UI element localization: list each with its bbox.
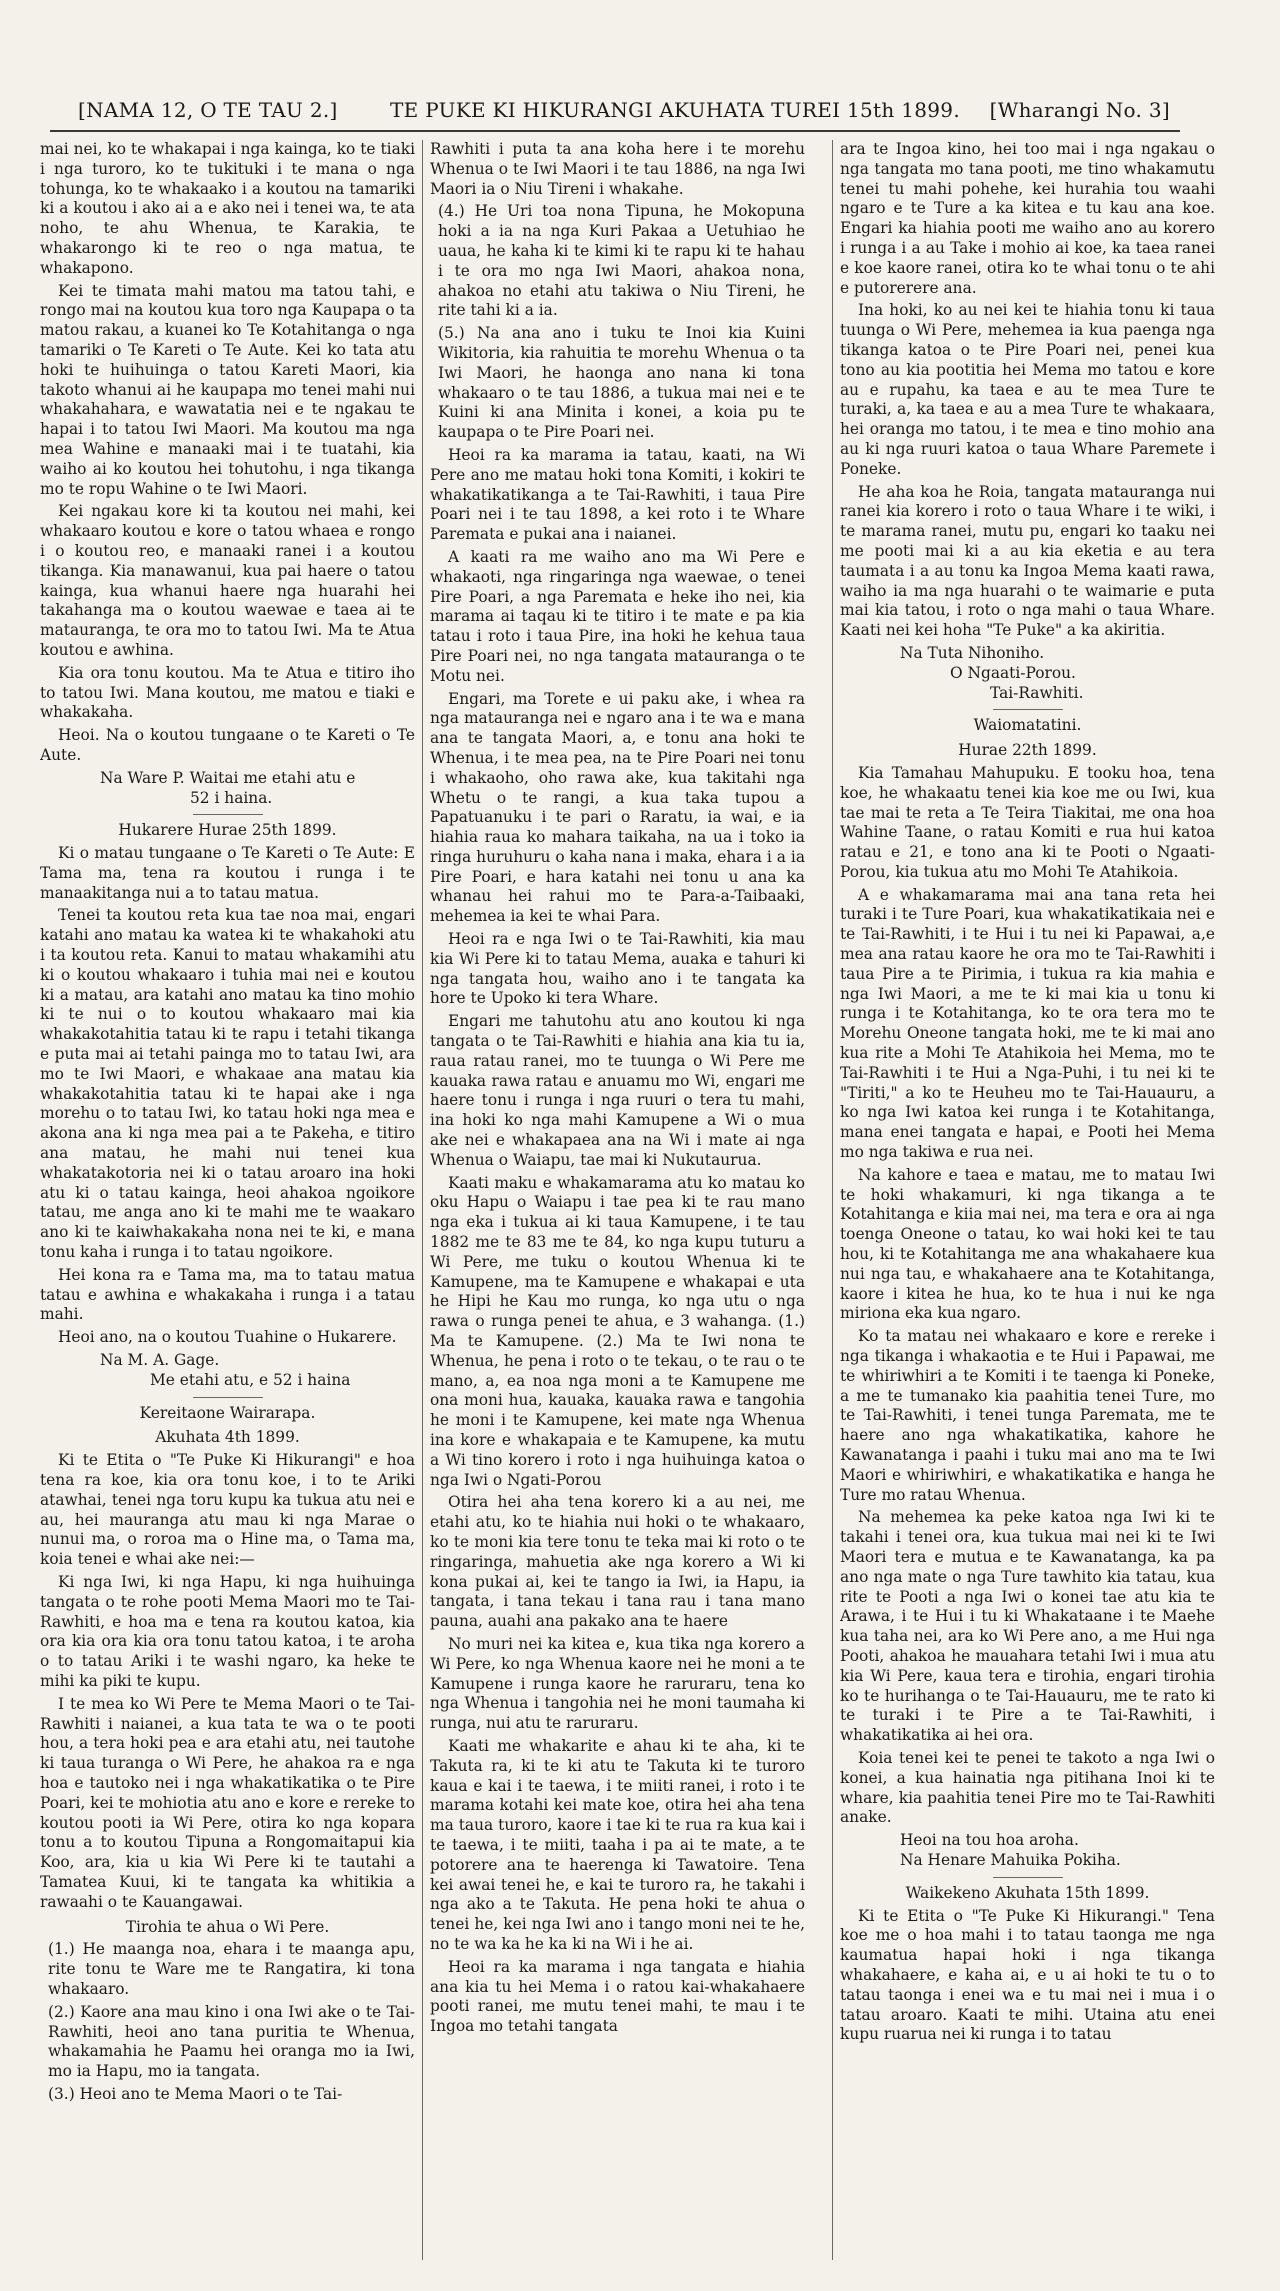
paragraph: Ko ta matau nei whakaaro e kore e rereke i nga tikanga i whakaotia e te Hui i Papawai, me te whiriwhiri a te Komiti i te taenga ki Poneke, a me te tumanako kia paahitia tenei Ture, mo te Tai-Rawhiti, i tenei tunga Paremata, me te haere ano nga whakatikatika, kahore he Kawanatanga i paahi i tuku mai ano ma te Iwi Maori e whiriwhiri, e whakatikatika e hanga he Ture mo ratau Whenua. <box>840 1327 1215 1504</box>
paragraph: Hei kona ra e Tama ma, ma to tatau matua tatau e awhina e whakakaha i runga i a tatau mahi. <box>40 1265 415 1324</box>
signature: Me etahi atu, e 52 i haina <box>150 1370 351 1389</box>
section-divider <box>193 1397 263 1398</box>
paragraph: A kaati ra me waiho ano ma Wi Pere e whakaoti, nga ringaringa nga waewae, o tenei Pire Poari, a nga Paremata e heke iho nei, kia marama ai taqau ki te titiro i te mate e pa kia tatau i roto i taua Pire, ina hoki he kehua taua Pire Poari nei, no nga tangata matauranga o te Motu nei. <box>430 547 805 685</box>
paragraph: ara te Ingoa kino, hei too mai i nga ngakau o nga tangata mo tana pooti, me tino whakamutu tenei tu mahi pohehe, kei hurahia tou waahi ngaro e te Ture a ka kitea e tu kau ana koe. Engari ka hiahia pooti me waiho ano au korero i runga i a au Take i mohio ai koe, ka taea ranei e koe kaore ranei, otira ko te whai tonu o te ahi e putorerere ana. <box>840 140 1215 297</box>
section-divider <box>993 1877 1063 1878</box>
column-rule <box>422 140 423 2260</box>
paragraph: Kei te timata mahi matou ma tatou tahi, e rongo mai na koutou kua toro nga Kaupapa o ta matou rakau, a kuanei ko Te Kotahitanga o nga tamariki o Te Kareti o Te Aute. Kei ko tata atu hoki te huihuinga o tatou Kareti Maori, kia takoto whanui ai he kaupapa mo tenei mahi nui whakahahara, e wawatatia nei e te ngakau te hapai i to tatou Iwi Maori. Ma koutou ma nga mea Wahine e manaaki mai i te tuatahi, kia waiho ai ko koutou hei tohutohu, i nga tikanga mo te ropu Wahine o te Iwi Maori. <box>40 281 415 498</box>
signature: Na Henare Mahuika Pokiha. <box>900 1850 1121 1869</box>
paragraph: I te mea ko Wi Pere te Mema Maori o te Tai-Rawhiti i naianei, a kua tata te wa o te pooti hou, a tera hoki pea e ara etahi atu, nei tautohe ki taua turanga o Wi Pere, he ahakoa ra e nga hoa e tautoko nei i nga whakatikatika o te Pire Poari, kei te mohiotia atu ano e kore e rereke to koutou pooti ia Wi Pere, otira ko nga kopara tonu a to koutou Tipuna a Rongomaitapui kia Koo, ara, kia u kia Wi Pere ki te tautahi a Tamatea Kuui, ki te tangata ka whitikia a rawaahi o te Kauangawai. <box>40 1694 415 1911</box>
letter-date: Akuhata 4th 1899. <box>155 1428 300 1447</box>
section-divider <box>193 814 263 815</box>
page-number: [Wharangi No. 3] <box>989 98 1170 122</box>
paragraph: Kia Tamahau Mahupuku. E tooku hoa, tena koe, he whakaatu tenei kia koe me ou Iwi, kua tae mai te reta a Te Teira Tiakitai, me ona hoa Wahine Taane, o ratau Komiti e rua hui katoa ratau e 21, e tono ana ki te Pooti o Ngaati-Porou, kia tukua atu mo Mohi Te Atahikoia. <box>840 763 1215 881</box>
signature: Tai-Rawhiti. <box>990 683 1084 702</box>
paragraph: Na kahore e taea e matau, me to matau Iwi te hoki whakamuri, ki nga tikanga a te Kotahitanga e kiia mai nei, ma tera e ora ai nga toenga Oneone o tatau, ko wai hoki kei te tau hou, ki te Kotahitanga me ana whakahaere kua nui nga tau, e whakahaere ana te Kotahitanga, kaore i kitea he hua, ko te hua i nui ke nga miriona eka kua ngaro. <box>840 1165 1215 1323</box>
paragraph: Ki te Etita o "Te Puke Ki Hikurangi." Tena koe me o hoa mahi i to tatau taonga me nga kaumatua hapai hoki i nga tikanga whakahaere, e kaha ai, e u ai hoki te tu o to tatau taonga i enei wa e tu mai nei i mua i o tatau aroaro. Kaati te mihi. Utaina atu enei kupu ruarua nei ki runga i to tatau <box>840 1906 1215 2044</box>
paragraph: Engari me tahutohu atu ano koutou ki nga tangata o te Tai-Rawhiti e hiahia ana kia tu ia, raua ratau ranei, mo te tuunga o Wi Pere me kauaka rawa ratau e anuamu mo Wi, engari me haere tonu i runga i nga ruuri o tera tu mahi, ina hoki ko nga mahi Kamupene a Wi o mua ake nei e whakapaea ana na Wi i mate ai nga Whenua o Waiapu, tae mai ki Nukutaurua. <box>430 1012 805 1169</box>
paragraph: No muri nei ka kitea e, kua tika nga korero a Wi Pere, ko nga Whenua kaore nei he moni a te Kamupene i runga kaore he raruraru, tena ko nga Whenua i tangohia nei he moni taumaha ki runga, nui atu te raruraru. <box>430 1634 805 1733</box>
signature: 52 i haina. <box>190 788 273 807</box>
paragraph: Koia tenei kei te penei te takoto a nga Iwi o konei, a kua hainatia nga pitihana Inoi ki te whare, kia paahitia tenei Pire mo te Tai-Rawhiti anake. <box>840 1748 1215 1827</box>
letter-heading: Hukarere Hurae 25th 1899. <box>118 821 337 840</box>
paragraph: He aha koa he Roia, tangata matauranga nui ranei kia korero i roto o taua Whare i te wiki, i te marama ranei, mutu pu, engari ko taaku nei me pooti mai ki a au kia eketia e au tera taumata i a au tonu ka Ingoa Mema kaati rawa, waiho ia ma nga huarahi o te waimarie e puta mai kia tatou, i roto o nga mahi o taua Whare. Kaati nei kei hoha "Te Puke" a ka akiritia. <box>840 482 1215 640</box>
list-item: (4.) He Uri toa nona Tipuna, he Mokopuna hoki a ia na nga Kuri Pakaa a Uetuhiao he uaua, he kaha ki te kimi ki te rapu ki te hahau i te ora mo nga Iwi Maori, ahakoa nona, ahakoa no etahi atu takiwa o Niu Tireni, he rite tahi ki a ia. <box>438 202 805 320</box>
paragraph: Otira hei aha tena korero ki a au nei, me etahi atu, ko te hiahia nui hoki o te whakaaro, ko te moni kia tere tonu te teka mai ki roto o te ringaringa, mahuetia ake nga korero a Wi ki kona pukai ai, kei te tango ia Iwi, ia Hapu, ia tangata, i tana tekau i tana rau i tana mano pauna, auahi ana pakako ana te haere <box>430 1493 805 1631</box>
signature: Na Ware P. Waitai me etahi atu e <box>100 768 356 787</box>
paper-title-date: TE PUKE KI HIKURANGI AKUHATA TUREI 15th 1899. <box>390 98 960 122</box>
paragraph: Ki te Etita o "Te Puke Ki Hikurangi" e hoa tena ra koe, kia ora tonu koe, i to te Ariki atawhai, tenei nga toru kupu ka tukua atu nei e au, hei mauranga atu mau ki nga Marae o nunui ma, o roroa ma o Hine ma, o Tama ma, koia tenei e whai ake nei:— <box>40 1451 415 1569</box>
paragraph: mai nei, ko te whakapai i nga kainga, ko te tiaki i nga turoro, ko te tukituki i te mana o nga tohunga, ko te whakaako i a koutou na tamariki ki a koutou i ako ai a e ako nei i tenei wa, te ata noho, te ahu Whenua, te Karakia, te whakarongo ki te reo o nga matua, te whakapono. <box>40 140 415 277</box>
paragraph: Kaati maku e whakamarama atu ko matau ko oku Hapu o Waiapu i tae pea ki te rau mano nga eka i tukua ai ki taua Kamupene, i te tau 1882 me te 83 me te 84, ko nga kupu tuturu a Wi Pere, me tuku o koutou Whenua ki te Kamupene, ma te Kamupene e whakapai e uta he Hipi he Kau mo runga, ko nga utu o nga rawa o runga penei te ahua, e 3 wahanga. (1.) Ma te Kamupene. (2.) Ma te Iwi nona te Whenua, he pena i roto o te tekau, o te rau o te mano, a, ea noa nga moni a te Kamupene me ona moni hua, kauaka, kauaka rawa e tangohia he moni i te Kamupene, kei mate nga Whenua ina kore e whakapaia e te Kamupene, ka mutu a Wi tino korero i roto i nga huihuinga katoa o nga Iwi o Ngati-Porou <box>430 1173 805 1489</box>
subheading: Tirohia te ahua o Wi Pere. <box>125 1917 330 1936</box>
signature: O Ngaati-Porou. <box>950 663 1076 682</box>
paragraph: Engari, ma Torete e ui paku ake, i whea ra nga matauranga nei e ngaro ana i te wa e mana ana te tangata Maori, a, e tonu ana hoki te Whenua, i te mea pea, na te Pire Poari nei tonu i whakaoho, oho rawa ake, kua takitahi nga Whetu o te rangi, a kua taka tupou a Papatuanuku i te pari o Raratu, ia wai, e ia hiahia raua ko mahara taikaha, na ua i toko ia ringa huruhuru o kaha nana i maka, ehara i a ia Pire Poari, e hara katahi nei tonu u ana ka whanau hei rahui mo te Para-a-Taibaaki, mehemea ia kei te whai Para. <box>430 689 805 926</box>
list-item: (2.) Kaore ana mau kino i ona Iwi ake o te Tai-Rawhiti, heoi ano tana puritia te Whenua, whakamahia he Paamu hei oranga mo ia Iwi, mo ia Hapu, mo ia tangata. <box>48 2002 415 2081</box>
paragraph: Kia ora tonu koutou. Ma te Atua e titiro iho to tatou Iwi. Mana koutou, me matou e tiaki e whakakaha. <box>40 663 415 722</box>
letter-heading: Kereitaone Wairarapa. <box>139 1403 316 1422</box>
paragraph: Rawhiti i puta ta ana koha here i te morehu Whenua o te Iwi Maori i te tau 1886, na nga Iwi Maori ia o Niu Tireni i whakahe. <box>430 140 805 198</box>
letter-date: Hurae 22th 1899. <box>958 741 1097 760</box>
signature: Heoi na tou hoa aroha. <box>900 1831 1079 1850</box>
paragraph: Kei ngakau kore ki ta koutou nei mahi, kei whakaaro koutou e kore o tatou whaea e rongo i o koutou reo, e manaaki ranei i a koutou tikanga. Kia manawanui, kua pai haere o tatou kainga, kua whanui haere nga huarahi hei takahanga ma o koutou waewae e taea ai te matauranga, te ora mo to tatou Iwi. Ma te Atua koutou e awhina. <box>40 502 415 659</box>
paragraph: Tenei ta koutou reta kua tae noa mai, engari katahi ano matau ka watea ki te whakahoki atu i ta koutou reta. Kanui to matau whakamihi atu ki o koutou whakaaro i tuhia mai nei e koutou ki a matau, ara katahi ano matau ka tino mohio ki te nui o to koutou whakaaro mai kia whakakotahitia tatau ki te rapu i tetahi tikanga e puta mai ai tetahi painga mo to tatau Iwi, ara mo te Iwi Maori, e whakaae ana matau kia whakakotahitia tatau ki te hapai ake i nga morehu o to tatau Iwi, ko tatau hoki nga mea e akona ana ki nga mea pai a te Pakeha, e titiro ana matau, he mahi nui tenei kua whakatakotoria nei ki o tatau aroaro ina hoki atu ki o tatau kainga, heoi ahakoa ngoikore tatau, me anga ano ki te mahi me te waakaro ano ki te kaiwhakakaha nona nei te ki, e mana tonu kaha i runga i to tatau ngoikore. <box>40 906 415 1262</box>
column-2 <box>430 140 805 2260</box>
paragraph: Ina hoki, ko au nei kei te hiahia tonu ki taua tuunga o Wi Pere, mehemea ia kua paenga nga tikanga katoa o te Pire Poari nei, penei kua tono au kia pootitia hei Mema mo tatou e kore au e rupahu, ka taea e au te mea Ture te turaki, a, ka taea e au a mea Ture te whakaara, hei oranga mo tatou, i te mea e tino mohio ana au ki nga ruuri katoa o taua Whare Paremete i Poneke. <box>840 301 1215 478</box>
section-divider <box>993 709 1063 710</box>
signature: Na M. A. Gage. <box>100 1351 220 1370</box>
column-1 <box>40 140 415 2260</box>
paragraph: Heoi ano, na o koutou Tuahine o Hukarere. <box>58 1328 397 1347</box>
list-item: (5.) Na ana ano i tuku te Inoi kia Kuini Wikitoria, kia rahuitia te morehu Whenua o ta Iwi Maori, he haonga ano nana ki tona whakaaro o te tau 1886, a tukua mai nei e te Kuini ki ana Minita i konei, a koia pu te kaupapa o te Pire Poari nei. <box>438 324 805 442</box>
paragraph: Ki o matau tungaane o Te Kareti o Te Aute: E Tama ma, tena ra koutou i runga i te manaakitanga nui a to tatau matua. <box>40 844 415 902</box>
paragraph: Heoi. Na o koutou tungaane o te Kareti o Te Aute. <box>40 726 415 764</box>
column-3 <box>840 140 1215 2260</box>
signature: Na Tuta Nihoniho. <box>900 643 1045 662</box>
paragraph: Heoi ra e nga Iwi o te Tai-Rawhiti, kia mau kia Wi Pere ki to tatau Mema, auaka e tahuri ki nga tangata hou, waiho ano i te tangata ka hore te Upoko ki tera Whare. <box>430 930 805 1008</box>
issue-number: [NAMA 12, O TE TAU 2.] <box>78 98 338 122</box>
paragraph: A e whakamarama mai ana tana reta hei turaki i te Ture Poari, kua whakatikatikaia nei e te Tai-Rawhiti, i te Hui i tu nei ki Papawai, a,e mea ana ratau kaore he ora mo te Tai-Rawhiti i taua Pire a te Pirimia, i tukua ra kia mahia e nga Iwi Maori, a me te ki mai kia u tonu ki runga i te Kotahitanga, ko te ora tera mo te Morehu Oneone tangata hoki, me te ki mai ano kua rite a Mohi Te Atahikoia hei Mema, mo te Tai-Rawhiti i te Hui a Nga-Puhi, i tu nei ki te "Tiriti," a ko te Heuheu mo te Tai-Hauauru, a ko nga Iwi katoa kei runga i te Kotahitanga, mana enei tangata e hapai, e Pooti hei Mema mo nga takiwa e rua nei. <box>840 885 1215 1162</box>
paragraph: Heoi ra ka marama ia tatau, kaati, na Wi Pere ano me matau hoki tona Komiti, i kokiri te whakatikatikanga a te Tai-Rawhiti, i taua Pire Poari nei i te tau 1898, a kei roto i te Whare Paremata e pukai ana i naianei. <box>430 445 805 544</box>
letter-heading: Waiomatatini. <box>973 716 1082 735</box>
paragraph: Kaati me whakarite e ahau ki te aha, ki te Takuta ra, ki te ki atu te Takuta ki te turoro kaua e kai i te taewa, i te miiti ranei, i roto i te marama kotahi kei mate koe, otira hei aha tena ma taua turoro, kaore i tae ki te rua ra kua kai i te taewa, i te miiti, taaha i pa ai te mate, a te potorere ana te haerenga ki Tawatoire. Tena kei awai tenei he, e kai te turoro ra, he takahi i nga ako a te Takuta. He pena hoki te ahua o tenei he, kei nga Iwi ano i tango moni nei te he, no te wa ka he ka ki na Wi i he ai. <box>430 1736 805 1953</box>
paragraph: Heoi ra ka marama i nga tangata e hiahia ana kia tu hei Mema i o ratou kai-whakahaere pooti ranei, me mutu tenei mahi, te mau i te Ingoa mo tetahi tangata <box>430 1957 805 2036</box>
column-rule <box>832 140 833 2260</box>
list-item: (3.) Heoi ano te Mema Maori o te Tai- <box>48 2084 343 2103</box>
paragraph: Ki nga Iwi, ki nga Hapu, ki nga huihuinga tangata o te rohe pooti Mema Maori mo te Tai-Rawhiti, e hoa ma e tena ra koutou katoa, kia ora kia ora kia ora tonu tatou katoa, i te aroha o to tatau Ariki i te washi ngaro, ka heke te mihi ka piki te kupu. <box>40 1572 415 1690</box>
list-item: (1.) He maanga noa, ehara i te maanga apu, rite tonu te Ware me te Rangatira, ki tona whakaaro. <box>48 1940 415 1998</box>
paragraph: Na mehemea ka peke katoa nga Iwi ki te takahi i tenei ora, kua tukua mai nei ki te Iwi Maori tera e mutua e te Kawanatanga, ka pa ano nga mate o nga Ture tawhito kia tatau, kua rite te Pooti a nga Iwi o konei tae atu kia te Arawa, i te Hui i tu ki Whakataane i te Maehe kua taha nei, ara ko Wi Pere ano, a me Hui nga Pooti, ahakoa he mauahara tetahi Iwi i mua atu kia Wi Pere, kaua tera e tirohia, engari tirohia ko te hurihanga o te Tai-Hauauru, me te rato ki te turaki i te Pire a te Tai-Rawhiti, i whakatikatika ai hei ora. <box>840 1508 1215 1745</box>
masthead <box>50 86 1180 132</box>
letter-heading: Waikekeno Akuhata 15th 1899. <box>905 1883 1150 1902</box>
